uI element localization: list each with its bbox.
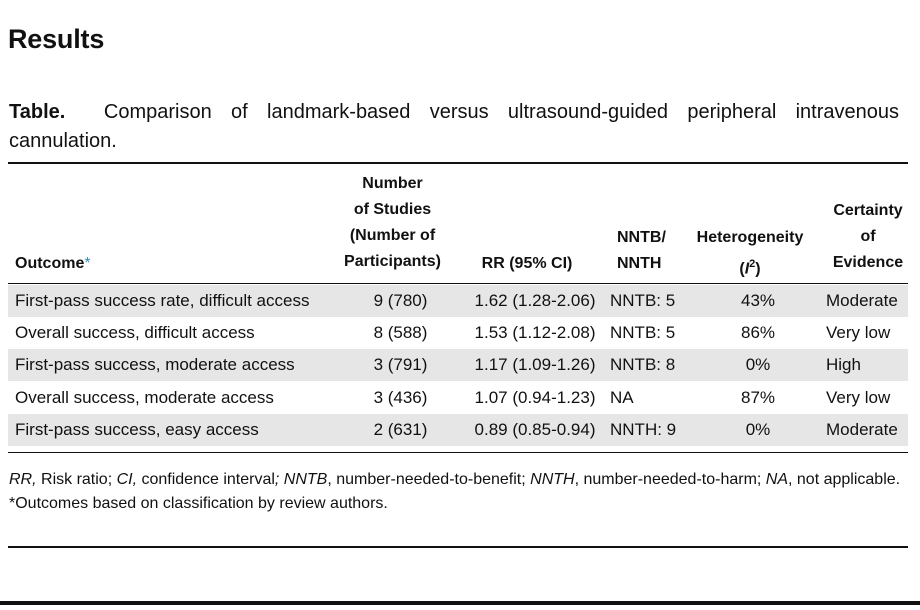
cell-nntb: NNTB: 8 — [610, 355, 676, 374]
cell-heterogeneity: 43% — [740, 291, 776, 310]
table-top-rule — [8, 162, 908, 164]
cell-heterogeneity: 0% — [745, 355, 771, 374]
cell-outcome: First-pass success, moderate access — [15, 355, 295, 374]
cell-rr: 1.17 (1.09-1.26) — [474, 355, 596, 374]
outcome-footnote-mark: * — [84, 255, 91, 272]
table-footnote — [9, 468, 904, 516]
table-row — [8, 317, 908, 349]
section-title: Results — [8, 24, 105, 54]
table-caption-text: Comparison of landmark-based versus ultrasound-guided peripheral intravenous cannulation. — [9, 101, 899, 152]
cell-heterogeneity: 87% — [740, 388, 776, 407]
header-certainty: Certainty of Evidence — [832, 202, 904, 271]
cell-studies: 3 (791) — [373, 355, 428, 374]
table-caption — [9, 98, 899, 156]
section-end-rule — [8, 546, 908, 548]
table-row — [8, 285, 908, 317]
cell-studies: 2 (631) — [373, 420, 428, 439]
header-outcome: Outcome* — [15, 255, 91, 272]
page-bottom-rule — [0, 601, 920, 605]
cell-outcome: Overall success, difficult access — [15, 323, 255, 342]
cell-nntb: NNTB: 5 — [610, 323, 676, 342]
cell-heterogeneity: 86% — [740, 323, 776, 342]
cell-rr: 1.07 (0.94-1.23) — [474, 388, 596, 407]
table-row — [8, 349, 908, 381]
header-nntb: NNTB/ NNTH — [617, 229, 666, 272]
header-rr: RR (95% CI) — [481, 255, 573, 272]
cell-heterogeneity: 0% — [745, 420, 771, 439]
cell-certainty: High — [826, 355, 861, 374]
header-studies: Number of Studies (Number of Participants) — [344, 175, 441, 270]
cell-rr: 1.62 (1.28-2.06) — [474, 291, 596, 310]
table-row — [8, 414, 908, 446]
cell-nntb: NA — [610, 388, 634, 407]
cell-studies: 3 (436) — [373, 388, 428, 407]
abbreviations-note: RR, Risk ratio; CI, confidence interval; NNTB, number-needed-to-benefit; NNTH, number-needed-to-harm; NA, not applicable. — [9, 471, 901, 488]
cell-certainty: Moderate — [826, 291, 898, 310]
classification-note: *Outcomes based on classification by review authors. — [9, 495, 388, 512]
cell-studies: 9 (780) — [373, 291, 428, 310]
table-bottom-rule — [8, 452, 908, 453]
cell-certainty: Very low — [826, 388, 891, 407]
cell-certainty: Moderate — [826, 420, 898, 439]
header-heterogeneity: Heterogeneity $(I^2)$ — [696, 229, 804, 278]
table-row — [8, 382, 908, 414]
cell-studies: 8 (588) — [373, 323, 428, 342]
cell-outcome: First-pass success, easy access — [15, 420, 259, 439]
cell-outcome: First-pass success rate, difficult access — [15, 291, 310, 310]
table-label: Table. — [9, 101, 66, 123]
cell-nntb: NNTH: 9 — [610, 420, 677, 439]
cell-rr: 1.53 (1.12-2.08) — [474, 323, 596, 342]
table-header-rule — [8, 283, 908, 284]
cell-certainty: Very low — [826, 323, 891, 342]
cell-nntb: NNTB: 5 — [610, 291, 676, 310]
cell-rr: 0.89 (0.85-0.94) — [474, 420, 596, 439]
cell-outcome: Overall success, moderate access — [15, 388, 274, 407]
